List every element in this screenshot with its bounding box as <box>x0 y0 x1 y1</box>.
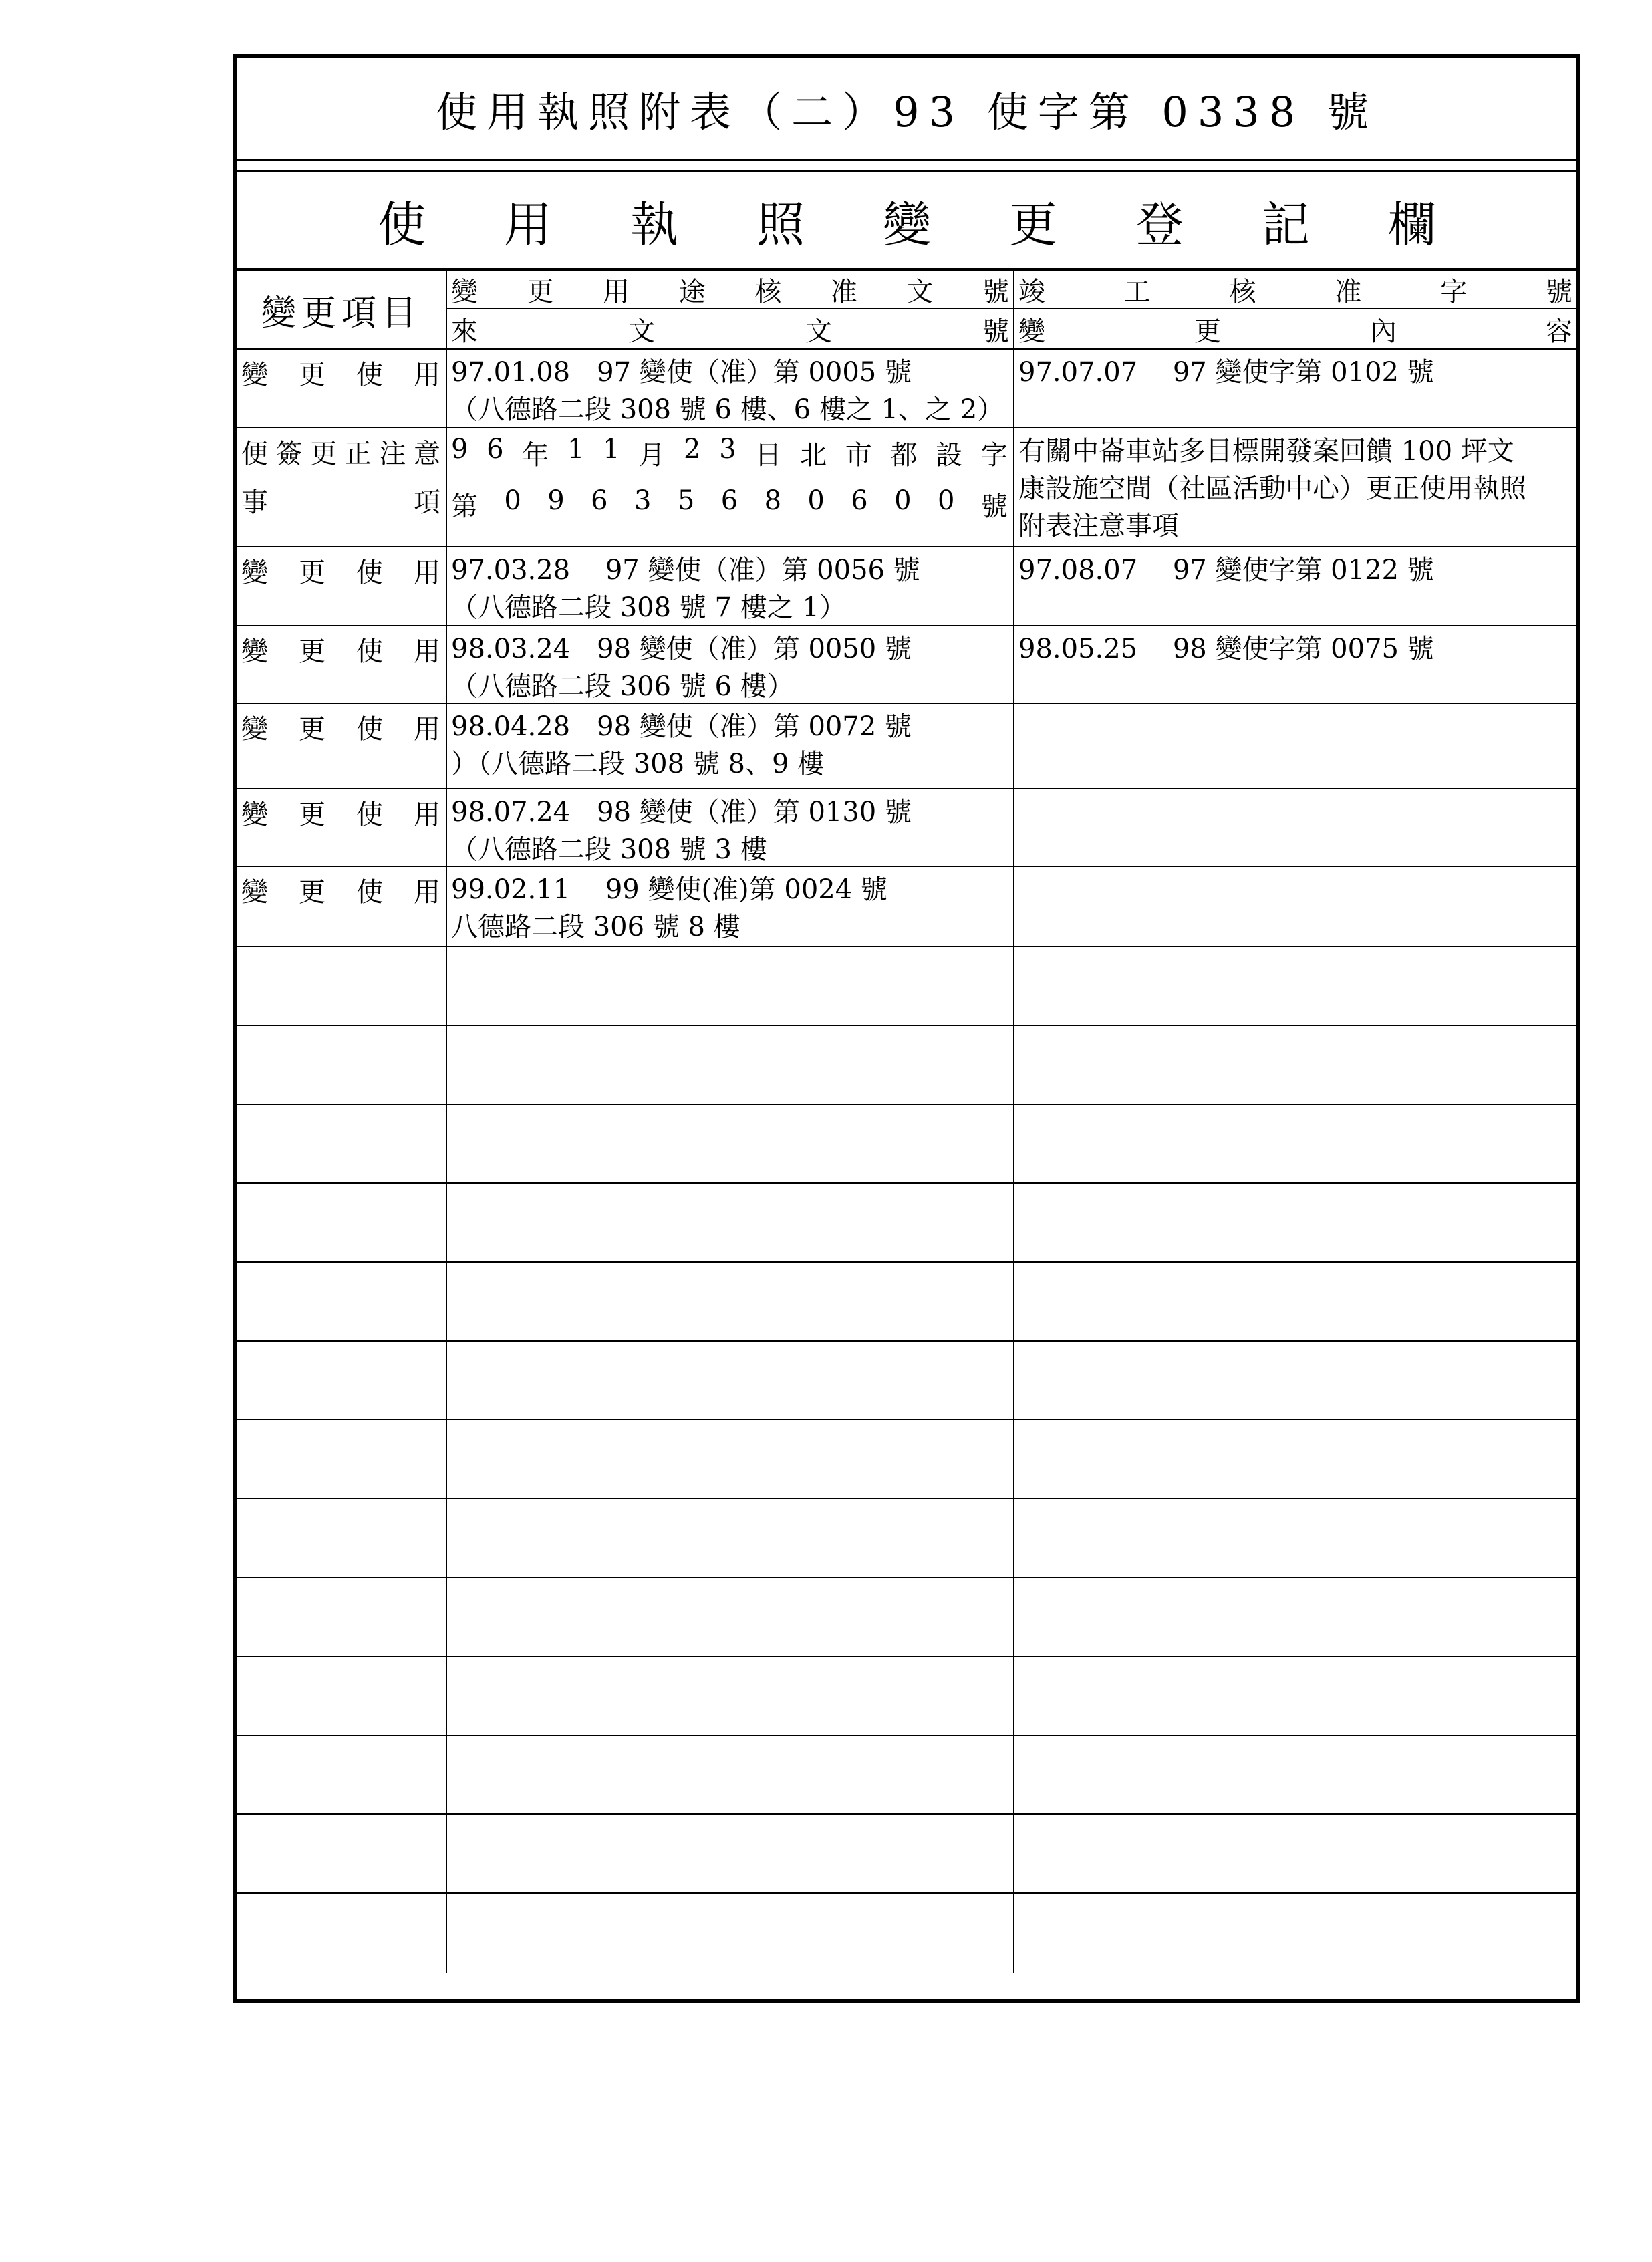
approval-text <box>447 704 1013 783</box>
header-char: 工 <box>1123 276 1151 307</box>
approval-cell <box>447 1026 1014 1104</box>
item-char: 更 <box>299 799 325 830</box>
approval-char: 3 <box>719 434 736 465</box>
approval-cell <box>447 1263 1014 1340</box>
subtitle-char: 更 <box>1008 196 1057 253</box>
change-item-cell <box>237 1342 447 1419</box>
item-char: 使 <box>356 360 383 390</box>
approval-line: 98.03.24 98 變使（准）第 0050 號 <box>451 634 912 664</box>
item-char: 便 <box>241 438 268 469</box>
table-row-empty <box>237 1578 1576 1657</box>
subtitle-char: 用 <box>503 196 552 253</box>
item-char: 變 <box>241 799 268 830</box>
change-item-cell <box>237 428 447 546</box>
change-item-line <box>237 789 446 832</box>
completion-line: 97.08.07 97 變使字第 0122 號 <box>1018 555 1434 586</box>
completion-cell <box>1014 789 1576 866</box>
header-char: 竣 <box>1018 276 1045 307</box>
completion-line: 有關中崙車站多目標開發案回饋 100 坪文 <box>1018 436 1514 467</box>
approval-char: 0 <box>938 485 955 516</box>
approval-line: ）（八德路二段 308 號 8、9 樓 <box>451 749 825 779</box>
table-row-empty <box>237 1026 1576 1105</box>
approval-char: 0 <box>894 485 912 516</box>
approval-text <box>447 547 1013 625</box>
completion-text <box>1014 704 1576 708</box>
approval-line: 99.02.11 99 變使(准)第 0024 號 <box>451 874 887 905</box>
completion-cell <box>1014 626 1576 703</box>
table-row <box>237 350 1576 428</box>
table-row-empty <box>237 1184 1576 1263</box>
approval-char: 設 <box>936 440 963 471</box>
header-char: 准 <box>830 276 857 307</box>
completion-cell <box>1014 1499 1576 1577</box>
approval-char: 6 <box>720 485 738 516</box>
item-char: 用 <box>414 877 440 908</box>
change-item-cell <box>237 1026 447 1104</box>
completion-cell <box>1014 704 1576 788</box>
table-body <box>237 350 1576 1973</box>
header-approval <box>447 271 1014 348</box>
subtitle-char: 使 <box>378 196 426 253</box>
header-char: 核 <box>1229 276 1256 307</box>
change-item-line <box>237 867 446 909</box>
header-completion-top <box>1014 271 1576 309</box>
completion-cell <box>1014 1263 1576 1340</box>
change-item-cell <box>237 704 447 788</box>
item-char: 使 <box>356 877 383 908</box>
form-title: 使用執照附表（二）93 使字第 0338 號 <box>237 58 1576 161</box>
approval-char: 1 <box>603 434 620 465</box>
subtitle-char: 欄 <box>1387 196 1436 253</box>
subtitle-char: 照 <box>756 196 805 253</box>
subtitle-char: 變 <box>882 196 931 253</box>
subtitle-char: 登 <box>1135 196 1184 253</box>
header-completion-bottom <box>1014 309 1576 348</box>
header-char: 更 <box>1194 316 1221 347</box>
form-subtitle <box>237 170 1576 271</box>
change-item-cell <box>237 1105 447 1182</box>
approval-char: 9 <box>547 485 565 516</box>
change-item-cell <box>237 1736 447 1813</box>
completion-text <box>1014 867 1576 871</box>
header-char: 文 <box>906 276 934 307</box>
table-row <box>237 428 1576 547</box>
item-char: 正 <box>344 438 372 469</box>
header-char: 號 <box>982 276 1009 307</box>
change-item-cell <box>237 1894 447 1973</box>
approval-cell <box>447 789 1014 866</box>
approval-cell <box>447 1815 1014 1892</box>
change-item-cell <box>237 789 447 866</box>
completion-line: 康設施空間（社區活動中心）更正使用執照 <box>1018 473 1526 504</box>
approval-cell <box>447 547 1014 625</box>
header-item: 變更項目 <box>237 271 447 348</box>
approval-line: 98.04.28 98 變使（准）第 0072 號 <box>451 711 912 742</box>
item-char: 簽 <box>275 438 303 469</box>
change-item-cell <box>237 1184 447 1261</box>
table-row <box>237 867 1576 947</box>
item-char: 更 <box>310 438 337 469</box>
approval-char: 3 <box>634 485 652 516</box>
approval-cell <box>447 1894 1014 1973</box>
item-char: 使 <box>356 636 383 667</box>
approval-line: 97.01.08 97 變使（准）第 0005 號 <box>451 357 912 388</box>
header-char: 變 <box>1018 316 1045 347</box>
approval-char: 5 <box>677 485 695 516</box>
approval-line: （八德路二段 308 號 7 樓之 1） <box>451 592 846 623</box>
approval-char: 9 <box>451 434 468 465</box>
table-row-empty <box>237 1263 1576 1342</box>
approval-char: 第 <box>451 491 478 522</box>
table-row <box>237 626 1576 704</box>
change-item-line <box>237 350 446 392</box>
approval-line: （八德路二段 306 號 6 樓） <box>451 671 794 702</box>
approval-char: 市 <box>845 440 872 471</box>
table-row-empty <box>237 1342 1576 1420</box>
approval-line <box>447 428 1013 472</box>
change-item-line <box>237 428 446 471</box>
change-item-cell <box>237 350 447 427</box>
completion-text <box>1014 547 1576 589</box>
header-completion <box>1014 271 1576 348</box>
approval-line: 97.03.28 97 變使（准）第 0056 號 <box>451 555 920 586</box>
completion-text <box>1014 350 1576 391</box>
approval-text <box>447 350 1013 427</box>
approval-cell <box>447 350 1014 427</box>
completion-cell <box>1014 947 1576 1025</box>
item-char: 變 <box>241 360 268 390</box>
completion-cell <box>1014 1184 1576 1261</box>
header-approval-top <box>447 271 1013 309</box>
item-char: 注 <box>379 438 406 469</box>
approval-line: （八德路二段 308 號 6 樓、6 樓之 1、之 2） <box>451 394 1004 425</box>
header-char: 核 <box>754 276 782 307</box>
change-item-cell <box>237 626 447 703</box>
item-char: 用 <box>414 636 440 667</box>
header-char: 來 <box>451 316 478 347</box>
subtitle-text <box>378 172 1436 268</box>
approval-cell <box>447 626 1014 703</box>
completion-line: 98.05.25 98 變使字第 0075 號 <box>1018 634 1434 664</box>
table-row-empty <box>237 1894 1576 1973</box>
approval-line <box>447 472 1013 523</box>
approval-char: 號 <box>980 491 1008 522</box>
approval-cell <box>447 1342 1014 1419</box>
approval-char: 8 <box>764 485 782 516</box>
approval-cell <box>447 704 1014 788</box>
approval-char: 字 <box>980 440 1008 471</box>
completion-text <box>1014 789 1576 793</box>
item-char: 事 <box>241 487 268 518</box>
approval-char: 年 <box>522 440 549 471</box>
approval-char: 日 <box>754 440 782 471</box>
item-char: 意 <box>413 438 440 469</box>
completion-cell <box>1014 350 1576 427</box>
item-char: 變 <box>241 636 268 667</box>
change-item-line <box>237 704 446 746</box>
approval-char: 0 <box>504 485 521 516</box>
approval-cell <box>447 1499 1014 1577</box>
change-item-cell <box>237 1657 447 1735</box>
item-char: 用 <box>414 360 440 390</box>
change-record-table <box>237 271 1576 1973</box>
completion-cell <box>1014 1657 1576 1735</box>
approval-cell <box>447 1657 1014 1735</box>
approval-text <box>447 626 1013 703</box>
item-char: 更 <box>299 636 325 667</box>
header-approval-bottom <box>447 309 1013 348</box>
table-row-empty <box>237 1105 1576 1184</box>
approval-cell <box>447 867 1014 946</box>
table-row <box>237 789 1576 867</box>
item-char: 更 <box>299 714 325 745</box>
completion-cell <box>1014 428 1576 546</box>
approval-char: 6 <box>487 434 504 465</box>
header-char: 文 <box>805 316 832 347</box>
item-char: 用 <box>414 714 440 745</box>
table-row-empty <box>237 947 1576 1026</box>
item-char: 用 <box>414 557 440 588</box>
item-char: 使 <box>356 557 383 588</box>
item-char: 變 <box>241 877 268 908</box>
approval-line: 八德路二段 306 號 8 樓 <box>451 912 740 943</box>
approval-cell <box>447 1420 1014 1498</box>
change-item-line <box>237 481 446 519</box>
approval-line: （八德路二段 308 號 3 樓 <box>451 834 767 865</box>
table-row <box>237 704 1576 789</box>
completion-cell <box>1014 1815 1576 1892</box>
approval-cell <box>447 1105 1014 1182</box>
header-char: 字 <box>1440 276 1468 307</box>
approval-cell <box>447 1578 1014 1656</box>
header-char: 內 <box>1370 316 1397 347</box>
item-char: 使 <box>356 714 383 745</box>
approval-cell <box>447 1736 1014 1813</box>
completion-line: 97.07.07 97 變使字第 0102 號 <box>1018 357 1434 388</box>
item-char: 更 <box>299 877 325 908</box>
table-row-empty <box>237 1815 1576 1894</box>
change-item-cell <box>237 1499 447 1577</box>
change-item-line <box>237 626 446 668</box>
change-item-line <box>237 547 446 590</box>
approval-cell <box>447 947 1014 1025</box>
change-item-cell <box>237 1578 447 1656</box>
completion-cell <box>1014 1105 1576 1182</box>
approval-cell <box>447 428 1014 546</box>
subtitle-char: 記 <box>1261 196 1310 253</box>
completion-line: 附表注意事項 <box>1018 511 1179 541</box>
completion-cell <box>1014 1736 1576 1813</box>
subtitle-char: 執 <box>630 196 678 253</box>
item-char: 使 <box>356 799 383 830</box>
approval-text <box>447 867 1013 946</box>
approval-char: 2 <box>684 434 701 465</box>
header-char: 途 <box>678 276 706 307</box>
item-char: 變 <box>241 714 268 745</box>
approval-char: 1 <box>567 434 585 465</box>
item-char: 項 <box>414 487 440 518</box>
change-item-cell <box>237 547 447 625</box>
completion-text <box>1014 428 1576 545</box>
approval-char: 6 <box>591 485 608 516</box>
completion-cell <box>1014 1578 1576 1656</box>
header-char: 容 <box>1546 316 1572 347</box>
approval-text <box>447 789 1013 866</box>
header-char: 文 <box>628 316 655 347</box>
completion-cell <box>1014 1026 1576 1104</box>
table-row <box>237 547 1576 626</box>
table-row-empty <box>237 1736 1576 1815</box>
item-char: 更 <box>299 360 325 390</box>
completion-cell <box>1014 1894 1576 1973</box>
item-char: 變 <box>241 557 268 588</box>
approval-char: 0 <box>807 485 825 516</box>
header-char: 准 <box>1335 276 1362 307</box>
change-item-cell <box>237 1263 447 1340</box>
completion-cell <box>1014 1342 1576 1419</box>
completion-text <box>1014 626 1576 668</box>
header-char: 變 <box>451 276 478 307</box>
change-item-cell <box>237 947 447 1025</box>
approval-char: 都 <box>890 440 918 471</box>
change-item-cell <box>237 1420 447 1498</box>
completion-cell <box>1014 867 1576 946</box>
approval-cell <box>447 1184 1014 1261</box>
header-char: 號 <box>1545 276 1572 307</box>
change-item-cell <box>237 1815 447 1892</box>
header-char: 號 <box>982 316 1009 347</box>
completion-cell <box>1014 547 1576 625</box>
item-char: 用 <box>414 799 440 830</box>
approval-char: 月 <box>638 440 666 471</box>
table-header <box>237 271 1576 350</box>
table-row-empty <box>237 1420 1576 1499</box>
completion-cell <box>1014 1420 1576 1498</box>
table-row-empty <box>237 1499 1576 1578</box>
item-char: 更 <box>299 557 325 588</box>
approval-line: 98.07.24 98 變使（准）第 0130 號 <box>451 797 912 828</box>
license-form <box>233 54 1580 2003</box>
header-char: 更 <box>527 276 554 307</box>
header-char: 用 <box>603 276 630 307</box>
change-item-cell <box>237 867 447 946</box>
approval-char: 北 <box>800 440 827 471</box>
approval-char: 6 <box>851 485 868 516</box>
table-row-empty <box>237 1657 1576 1736</box>
